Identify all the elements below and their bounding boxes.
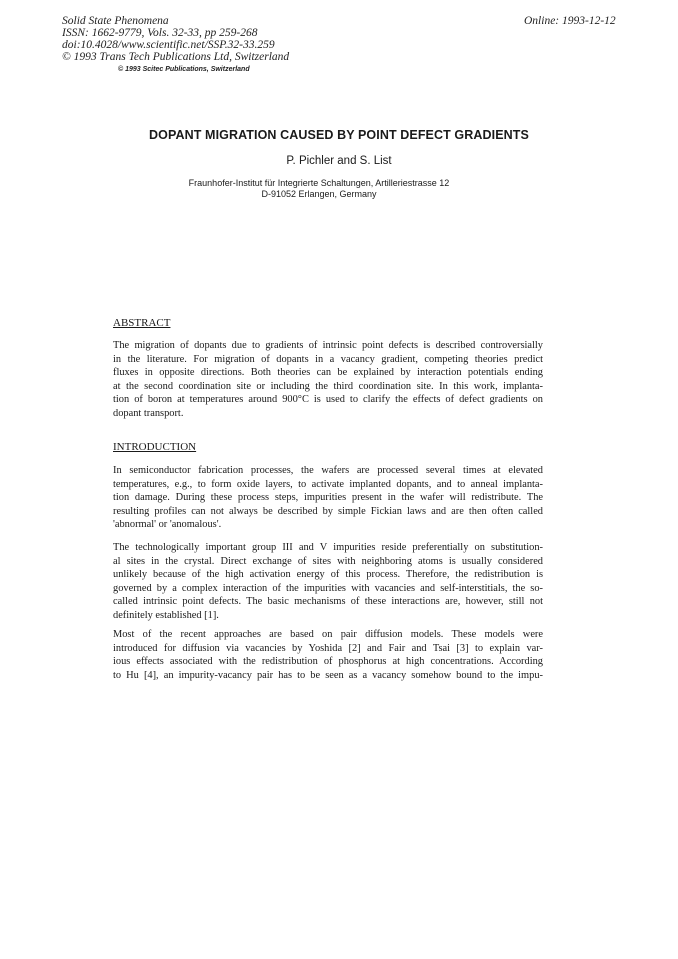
intro-paragraph-3: Most of the recent approaches are based on pair diffusion models. These models were introduced for diffusion via vacancies by Yoshida [2] and Fair and Tsai [3] to explain var- ious effects associated with the redistribution of phosphorus at high concentrations. According to Hu [4], an impurity-vacancy pair has to be seen as a vacancy somehow bound to the impu- [113, 629, 543, 681]
abstract-paragraph: The migration of dopants due to gradients of intrinsic point defects is described controversially in the literature. For migration of dopants in a vacancy gradient, competing theories predict fluxes in opposite directions. Both theories can be explained by interaction potentials ending at the second coordination site or including the third coordination site. In this work, implanta- tion of boron at temperatures around 900°C is used to clarify the effects of defect gradients on dopant transport. [113, 340, 543, 419]
journal-name: Solid State Phenomena [62, 15, 169, 27]
copyright-line: © 1993 Trans Tech Publications Ltd, Switzerland [62, 51, 290, 63]
doi-line: doi:10.4028/www.scientific.net/SSP.32-33.259 [62, 39, 275, 51]
article-title: DOPANT MIGRATION CAUSED BY POINT DEFECT GRADIENTS [149, 128, 529, 142]
issn-line: ISSN: 1662-9779, Vols. 32-33, pp 259-268 [62, 27, 258, 39]
affiliation-line-1: Fraunhofer-Institut für Integrierte Schaltungen, Artilleriestrasse 12 [188, 178, 450, 188]
introduction-heading: INTRODUCTION [113, 441, 197, 453]
affiliation-line-2: D-91052 Erlangen, Germany [261, 189, 377, 199]
scitec-copyright: © 1993 Scitec Publications, Switzerland [118, 66, 250, 73]
abstract-heading: ABSTRACT [113, 317, 171, 329]
online-date: Online: 1993-12-12 [524, 15, 616, 27]
intro-paragraph-1: In semiconductor fabrication processes, the wafers are processed several times at elevated temperatures, e.g., to form oxide layers, to activate implanted dopants, and to anneal implanta- tion damage. During these process steps, impurities present in the wafer will redistribute. The resulting profiles can not always be described by simple Fickian laws and are then often called 'abnormal' or 'anomalous'. [113, 465, 543, 531]
article-authors: P. Pichler and S. List [286, 155, 392, 167]
intro-paragraph-2: The technologically important group III and V impurities reside preferentially on substitution- al sites in the crystal. Direct exchange of sites with neighboring atoms is usually considered unlikely because of the high activation energy of this process. Therefore, the redistribution is governed by a complex interaction of the impurities with vacancies and self-interstitials, the so- called intrinsic point defects. The basic mechanisms of these interactions are, however, still not definitely established [1]. [113, 542, 543, 621]
